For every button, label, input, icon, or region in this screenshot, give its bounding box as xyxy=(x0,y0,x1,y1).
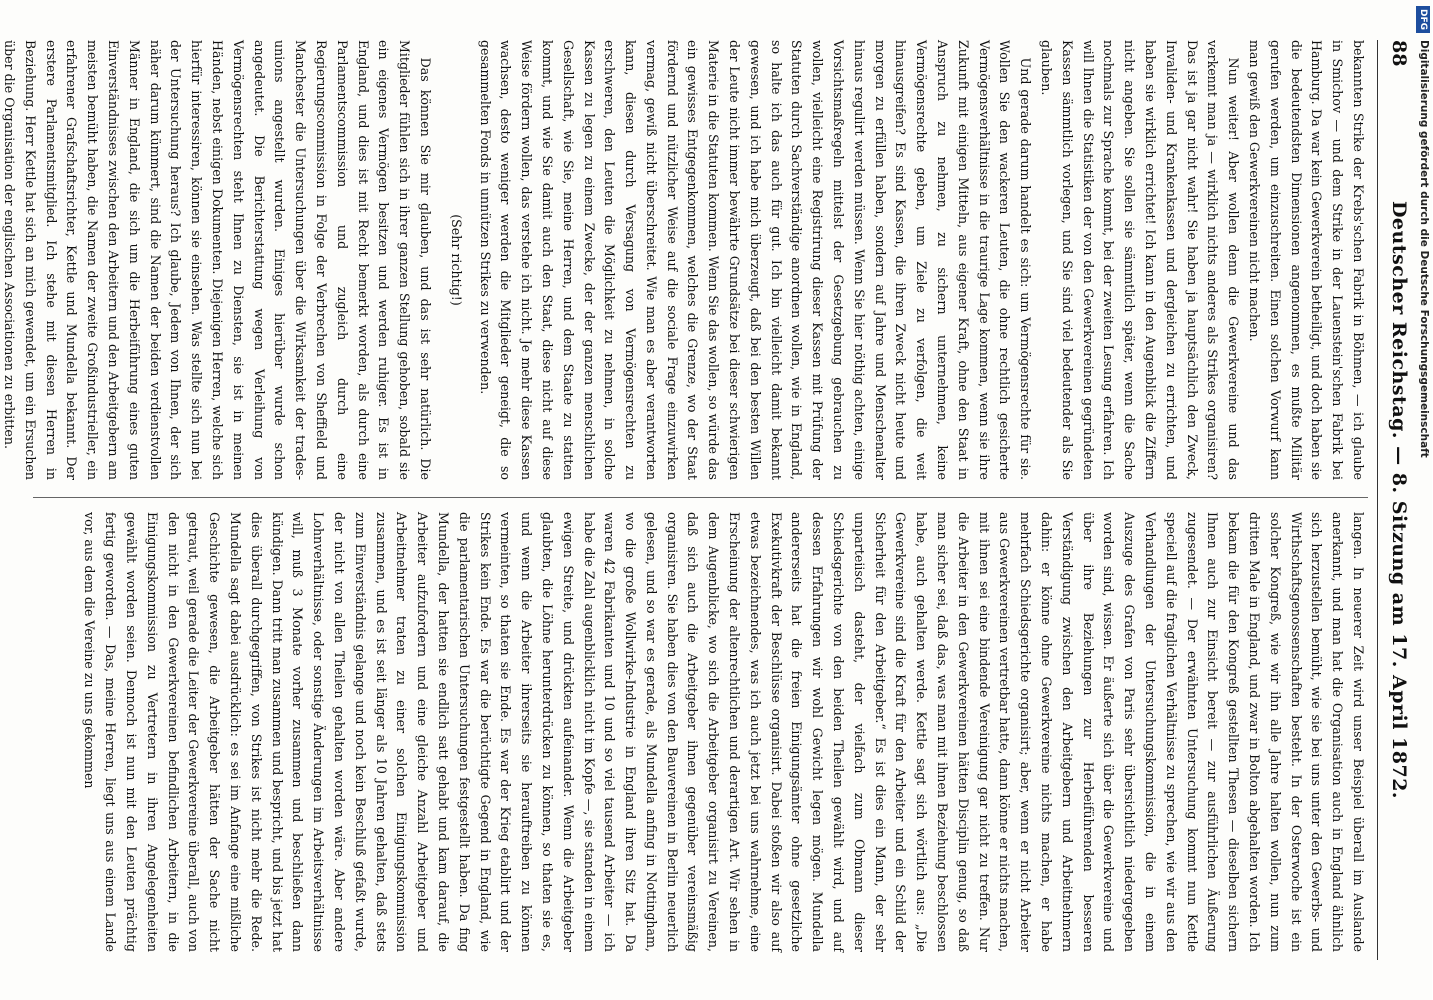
column-divider xyxy=(33,497,1368,498)
credit-text: Digitalisierung gefördert durch die Deutsche Forschungsgemeinschaft xyxy=(1418,40,1430,458)
page-header xyxy=(1380,40,1410,960)
dfg-logo: DFG xyxy=(1416,6,1430,33)
interjection: (Sehr richtig!) xyxy=(448,214,464,306)
page-number: 88 xyxy=(1388,40,1410,67)
header-rule xyxy=(1377,40,1378,960)
digitization-credit xyxy=(1411,0,1433,1000)
right-column xyxy=(33,512,1368,952)
left-paragraph: Nun weiter! Aber wollen denn die Gewerkvereine und das verkennt man ja — wirklich nichts anderes als Strikes organisiren? Das ist ja gar nicht wahr! Sie haben ja hauptsächlich den Zweck, Invaliden- und Krankenkassen und dergleichen zu errichten, und haben sie wirklich errichtet! Ich kann in den Augenblick die Ziffern nicht angeben. Sie sollen sie sämmtlich später, wenn die Sache nochmals zur Sprache kommt, bei der zweiten Lesung erfahren. Ich will Ihnen die Statistiken der von den Gewerkvereinen gegründeten Kassen sämmtlich vorlegen, und Sie sind viel bedeutender als Sie glauben. xyxy=(1039,40,1242,480)
running-title: Deutscher Reichstag. — 8. Sitzung am 17. April 1872. xyxy=(1388,200,1410,800)
left-column xyxy=(2,40,1368,481)
right-paragraph: langen. In neuerer Zeit wird unser Beispiel überall im Auslande anerkannt, und man hat die Organisation auch in England ähnlich sich herzustellen bemüht, wie sie bei uns unter den Gewerbs- und Wirthschaftsgenossenschaften besteht. In der Osterwoche ist ein solcher Kongreß, wie wir ihn alle Jahre halten wollen, nun zum dritten Male in England, und zwar in Bolton abgehalten worden. Ich bekam die für den Kongreß gestellten Thesen — dieselben sichern Ihnen auch zur Einsicht bereit — zur ausführlichen Äußerung zugesendet. — Der erwähnten Untersuchung kommt nun Kettle speciell auf die fraglichen Verhältnisse zu sprechen, wie wir aus den Verhandlungen der Untersuchungskommission, die in einem Auszuge des Grafen von Paris sehr übersichtlich niedergegeben worden sind, wissen. Er äußerte sich über die Gewerkvereine und über ihre Beziehungen zur Herbeiführenden besseren Verständigung zwischen den Arbeitgebern und Arbeitnehmern dahin: er könne ohne Gewerkvereine nichts machen, er habe mehrfach Schiedsgerichte organisirt; aber, wenn er nicht Arbeiter aus Gewerkvereinen vertretbar hatte, dann könne er nichts machen, mit ihnen sei eine bindende Vereinigung gar nicht zu treffen. Nur die Arbeiter in den Gewerkvereinen hätten Disciplin genug, so daß man sicher sei, daß das, was man mit ihnen Beziehung beschlossen habe, auch gehalten werde. Kettle sagt sich wörtlich aus: „Die Gewerkvereine sind die Kraft für den Arbeiter und ein Schild der Sicherheit für den Arbeitgeber.“ Es ist dies ein Mann, der sehr unparteiisch dasteht, der vielfach zum Obmann dieser Schiedsgerichte von den beiden Theilen gewählt wird, und auf dessen Erfahrungen wir wohl Gewicht legen mögen. Mundella andererseits hat die freien Einigungsämter ohne gesetzliche Exekutivkraft der Beschlüsse organisirt. Dabei stoßen wir also auf etwas bezeichnendes, was ich auch jetzt bei uns wahrnehme, eine Erscheinung der altenrechtlichen und derartigen Art. Wir sehen in dem Augenblicke, wo sich die Arbeitgeber organisirt zu Vereinen, daß sich auch die Arbeitgeber ihnen gegenüber vereinsmäßig organisiren. Sie haben dies von den Bauvereinen in Berlin neuerlich gelesen, und so war es gerade, als Mundella anfing in Nottingham, wo die große Wollwirke-Industrie in England ihren Sitz hat. Da waren 42 Fabrikanten und 10 und so viel tausend Arbeiter — ich habe die Zahl augenblicklich nicht im Kopfe —, sie standen in einem ewigen Streite, und drückten aufeinander. Wenn die Arbeitgeber glaubten, die Löhne herunterdrücken zu können, so thaten sie es, und wenn die Arbeiter ihrerseits sie herauftreiben zu können vermeinten, so thaten sie Ende. Es war der Krieg etablirt und der Strikes kein Ende. Es war die berüchtigte Gegend in England, wie die parlamentarischen Untersuchungen festgestellt haben. Da fing Mundella, der hatten sie endlich satt gehabt und kam darauf, die Arbeiter aufzufordern und eine gleiche Anzahl Arbeitgeber und Arbeitnehmer traten zu einer solchen Einigungskommission zusammen, und es ist seit länger als 10 Jahren gehalten, daß stets zum Einverständnis gelange und noch kein Beschluß gefaßt wurde, der nicht von allen Theilen gehalten worden wäre. Aber andere Lohnverhältnisse, oder sonstige Änderungen im Arbeitsverhältnisse will, muß 3 Monate vorher zusammen und beschließen dann kündigen. Dann tritt man zusammen und bespricht, und bis jetzt hat dies überall durchgegriffen, von Strikes ist nicht mehr die Rede. Mundella sagt dabei ausdrücklich: es sei im Anfange eine mißliche Geschichte gewesen, die Arbeitgeber hätten der Sache nicht getraut, weil gerade die Leiter der Gewerkvereine überall, auch von den nicht in den Gewerkvereinen befindlichen Arbeitern, in die Einigungskommission zu Vertretern in ihren Angelegenheiten gewählt worden seien. Dennoch ist nun mit den Leuten prächtig fertig geworden. — Das, meine Herren, liegt uns aus einem Lande vor, aus dem die Vereine zu uns gekommen xyxy=(82,512,1366,952)
left-paragraph: Und gerade darum handelt es sich: um Vermögensrechte für sie. Wollen Sie den wackeren Leuten, die ohne rechtlich gesicherte Vermögensverhältnisse in die traurige Lage kommen, wenn sie ihre Zukunft mit einigen Mitteln, aus eigener Kraft, ohne den Staat in Anspruch zu nehmen, zu sichern unternehmen, keine Vermögensrechte geben, um Ziele zu verfolgen, die weit hinausgreifen? Es sind Kassen, die ihren Zweck nicht heute und morgen zu erfüllen haben, sondern auf Jahre und Menschenalter hinaus regulirt werden müssen. Wenn Sie hier nöthig achten, einige Vorsichtsmaßregeln mittelst der Gesetzgebung gebrauchen zu wollen, vielleicht eine Registrirung dieser Kassen mit Prüfung der Statuten durch Sachverständige anordnen wollen, wie in England, so halte ich das auch für gut. Ich bin vielleicht damit bekannt gewesen, und ich habe mich überzeugt, daß bei den besten Willen der Leute nicht immer bewährte Grundsätze bei dieser schwierigen Materie in die Statuten kommen. Wenn Sie das wollen, so würde das ein gewisses Entgegenkommen, welches die Grenze, wo der Staat fördernd und nützlicher Weise auf die sociale Frage einzuwirken vermag, gewiß nicht überschreitet. Wie man es aber verantworten kann, diesen durch Versagung von Vermögensrechten zu erschweren, den Leuten die Möglichkeit zu nehmen, in solche Kassen zu legen zu einem Zwecke, der der ganzen menschlichen Gesellschaft, wie Sie, meine Herren, und dem Staate zu statten kommt, und wie Sie damit auch den Staat, diese nicht auf diese Weise fördern wollen, das verstehe ich nicht. Je mehr diese Kassen wachsen, desto weniger werden die Mitglieder geneigt, die so gesammelten Fonds in unnützen Strikes zu verwenden. xyxy=(477,40,1034,481)
left-paragraph: Das können Sie mir glauben, und das ist sehr natürlich. Die Mitglieder fühlen sich in ihrer ganzen Stellung gehoben, sobald sie ein eigenes Vermögen besitzen und werden ruhiger. Es ist in England, und dies ist mit Recht bemerkt worden, als durch eine Parlamentscommission und zugleich durch eine Regierungscommission in Folge der Verbrechen von Sheffield und Manchester die Untersuchungen über die Wirksamkeit der trades-unions angestellt wurden. Einiges hierüber wurde schon angedeutet. Die Berichterstattung wegen Verleihung von Vermögensrechten steht Ihnen zu Diensten, sie ist in meinen Händen, nebst einigen Dokumenten. Diejenigen Herren, welche sich hierfür interessiren, können sie einsehen. Was stellte sich nun bei der Untersuchung heraus? Ich glaube, Jedem von Ihnen, der sich näher darum kümmert, sind die Namen der beiden verdienstvollen Männer in England, die sich um die Herbeiführung eines guten Einverständnisses zwischen den Arbeitern und den Arbeitgebern am meisten bemüht haben, die Namen der zweite Großindustrieller, ein erfahrener Grafschaftsrichter, Kettle und Mundella bekannt. Der erstere Parlamentsmitglied. Ich stehe mit diesen Herren in Beziehung. Herr Kettle hat sich an mich gewendet, um ein Ersuchen über die Organisation der englischen Associationen zu erbitten. xyxy=(2,40,433,480)
left-paragraph: bekannten Strike der Krebs'schen Fabrik in Böhmen, — ich glaube in Smichov — und dem Strike in der Lauenstein'schen Fabrik bei Hamburg. Da war kein Gewerkverein betheiligt, und doch haben sie die bedeutendsten Dimensionen angenommen, es mußte Militär gerufen werden, um einzuschreiten. Einen solchen Vorwurf kann man gewiß den Gewerkvereinen nicht machen. xyxy=(1247,40,1366,480)
